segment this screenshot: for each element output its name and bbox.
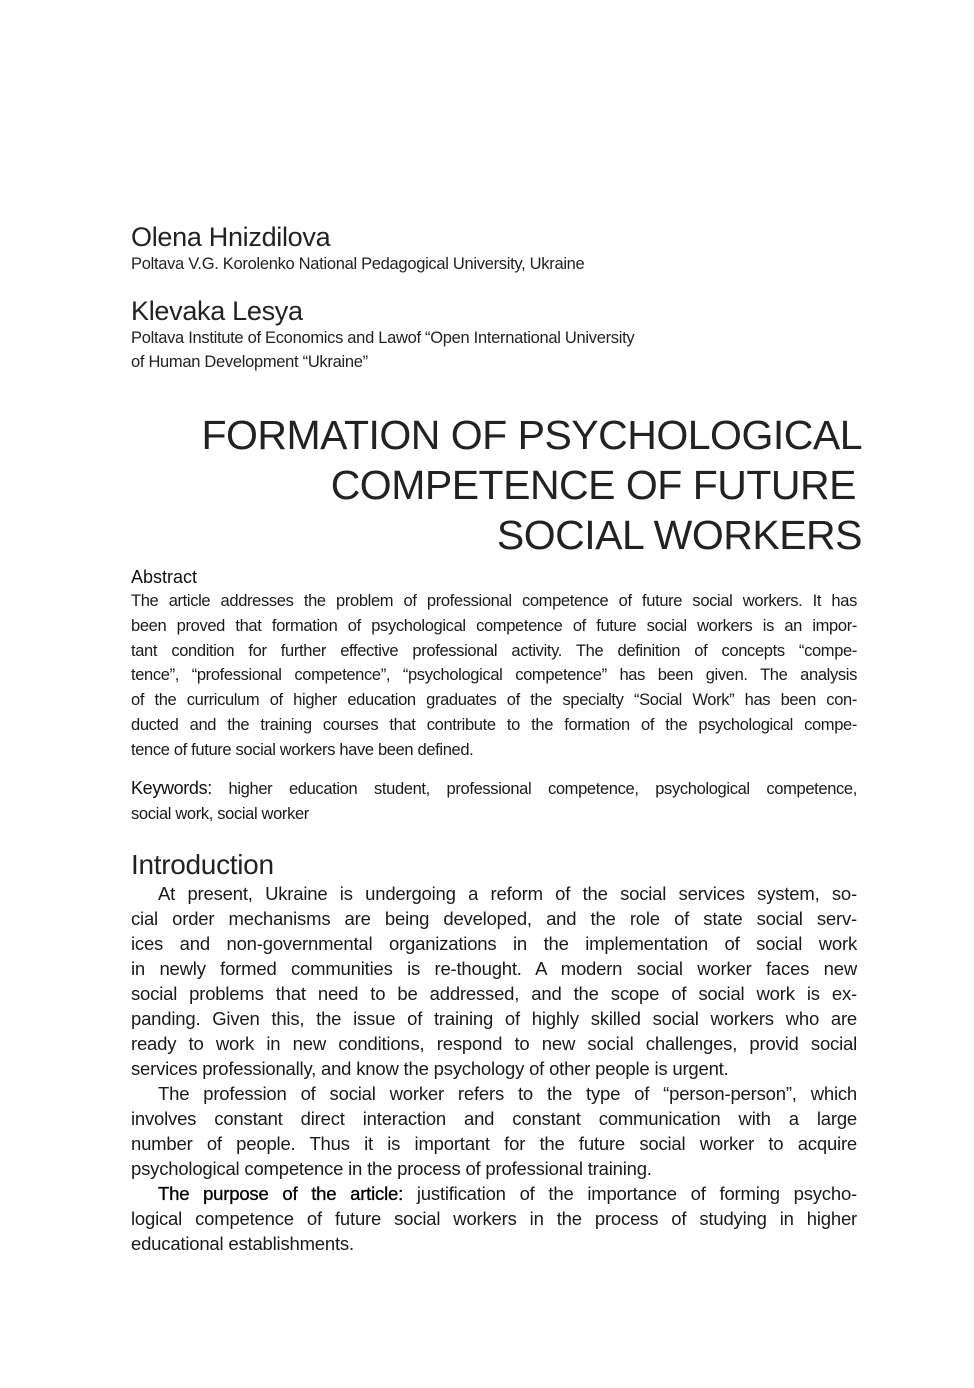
author-name: Klevaka Lesya <box>131 296 303 326</box>
abstract-line: tant condition for further effective professional activity. The definition of concepts “compe- <box>131 641 857 660</box>
paragraph-line: psychological competence in the process of professional training. <box>131 1158 652 1179</box>
keywords-label: Keywords: <box>131 778 212 798</box>
paragraph-line: The profession of social worker refers to the type of “person-person”, which <box>158 1083 857 1104</box>
author-2 <box>131 296 634 374</box>
paragraph-line: educational establishments. <box>131 1233 354 1254</box>
purpose-label: The purpose of the article: <box>158 1183 404 1204</box>
paragraph-line: panding. Given this, the issue of training of highly skilled social workers who are <box>131 1008 857 1029</box>
introduction-heading: Introduction <box>131 849 274 880</box>
author-affiliation: Poltava V.G. Korolenko National Pedagogical University, Ukraine <box>131 255 585 273</box>
author-1 <box>131 222 584 276</box>
paragraph-line: number of people. Thus it is important for the future social worker to acquire <box>131 1133 857 1154</box>
abstract-line: tence of future social workers have been defined. <box>131 740 474 759</box>
keywords-text: higher education student, professional competence, psychological competence, <box>211 780 857 798</box>
title-line: SOCIAL WORKERS <box>496 512 862 558</box>
abstract <box>131 565 857 763</box>
abstract-line: tence”, “professional competence”, “psychological competence” has been given. The analysis <box>131 666 857 685</box>
paragraph-line: involves constant direct interaction and constant communication with a large <box>131 1108 857 1129</box>
paragraph-line: logical competence of future social workers in the process of studying in higher <box>131 1208 857 1229</box>
paragraph-line: social problems that need to be addressed, and the scope of social work is ex- <box>131 983 857 1004</box>
author-affiliation: Poltava Institute of Economics and Lawof “Open International University <box>131 329 635 347</box>
abstract-line: of the curriculum of higher education graduates of the specialty “Social Work” has been con- <box>131 691 857 710</box>
keywords <box>131 776 857 827</box>
paragraph-line: ices and non-governmental organizations in the implementation of social work <box>131 933 857 954</box>
author-name: Olena Hnizdilova <box>131 222 331 252</box>
article-title <box>201 410 862 560</box>
title-line: COMPETENCE OF FUTURE <box>330 462 856 508</box>
introduction <box>131 849 857 1256</box>
abstract-heading: Abstract <box>131 567 198 587</box>
paragraph-line: in newly formed communities is re-thought. A modern social worker faces new <box>131 958 857 979</box>
paragraph-line: services professionally, and know the psychology of other people is urgent. <box>131 1058 729 1079</box>
title-line: FORMATION OF PSYCHOLOGICAL <box>201 412 862 458</box>
paragraph-line: At present, Ukraine is undergoing a reform of the social services system, so- <box>158 883 857 904</box>
paragraph-line: justification of the importance of forming psycho- <box>403 1183 857 1204</box>
abstract-line: ducted and the training courses that contribute to the formation of the psychological compe- <box>131 715 857 734</box>
paragraph-line: cial order mechanisms are being developed, and the role of state social serv- <box>131 908 857 929</box>
keywords-text: social work, social worker <box>131 804 309 823</box>
abstract-line: been proved that formation of psychological competence of future social workers is an impor- <box>131 616 857 635</box>
abstract-line: The article addresses the problem of professional competence of future social workers. It has <box>131 592 857 610</box>
author-affiliation: of Human Development “Ukraine” <box>131 353 368 371</box>
paragraph-line: ready to work in new conditions, respond to new social challenges, provid social <box>131 1033 857 1054</box>
